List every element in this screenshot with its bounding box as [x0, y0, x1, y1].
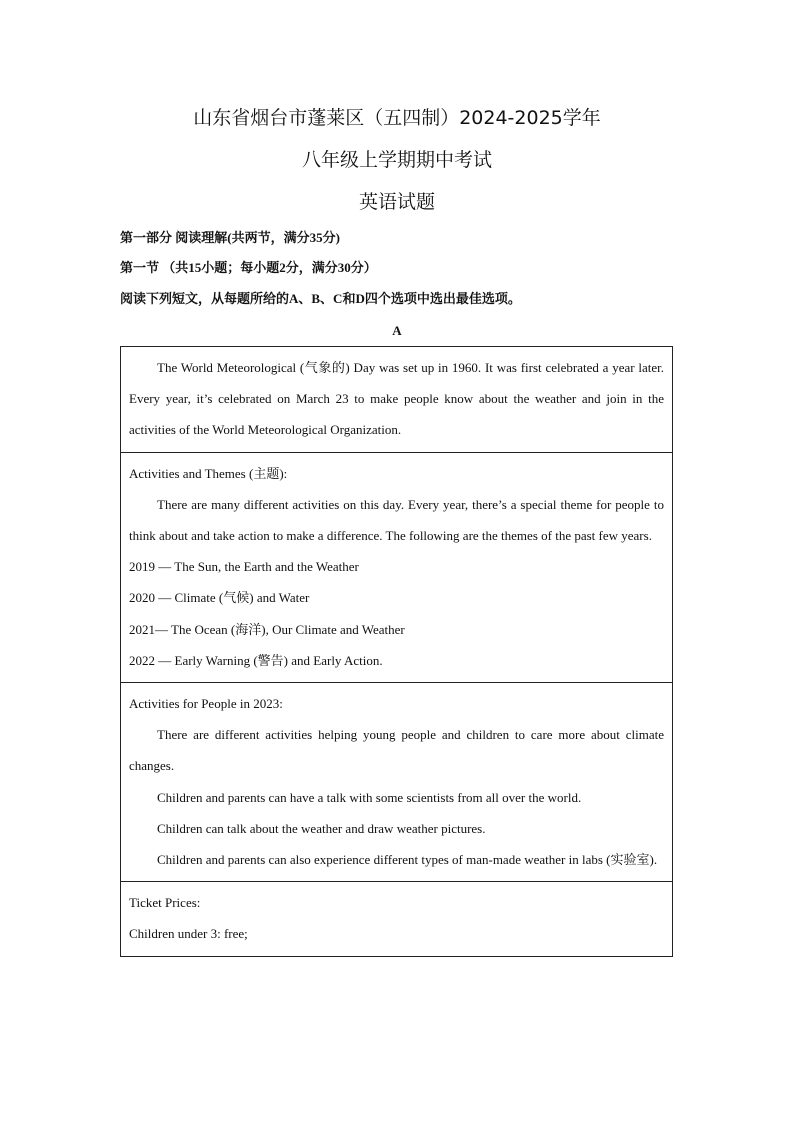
themes-cell — [121, 452, 672, 682]
activity-item: There are different activities helping young people and children to care more about climate changes. — [129, 727, 664, 774]
themes-paragraph: There are many different activities on this day. Every year, there’s a special theme for people to think about and take action to make a difference. The following are the themes of the past few years. — [129, 496, 664, 544]
ticket-item: Children under 3: free; — [129, 926, 248, 942]
tickets-heading: Ticket Prices: — [129, 895, 201, 911]
passage-table — [120, 346, 673, 957]
activity-item: Children can talk about the weather and draw weather pictures. — [157, 820, 486, 836]
tickets-cell — [121, 881, 672, 955]
theme-item: 2019 — The Sun, the Earth and the Weather — [129, 559, 359, 575]
activities-heading: Activities for People in 2023: — [129, 696, 283, 712]
section-heading: 第一节 （共15小题；每小题2分，满分30分） — [120, 260, 377, 275]
theme-item: 2021— The Ocean (海洋), Our Climate and Weather — [129, 621, 405, 637]
theme-item: 2020 — Climate (气候) and Water — [129, 590, 310, 606]
exam-title-line-1: 山东省烟台市蓬莱区（五四制）2024-2025学年 — [193, 107, 601, 129]
intro-cell — [121, 347, 672, 452]
activity-item: Children and parents can also experience different types of man-made weather in labs (实验室). — [157, 852, 658, 868]
exam-title-line-2: 八年级上学期期中考试 — [301, 149, 492, 171]
theme-item: 2022 — Early Warning (警告) and Early Action. — [129, 652, 383, 668]
intro-paragraph: The World Meteorological (气象的) Day was set up in 1960. It was first celebrated a year later. Every year, it’s celebrated on March 23 to make people know about the weather and join in the activities of the World Meteorological Organization. — [129, 360, 664, 438]
activity-item: Children and parents can have a talk with some scientists from all over the world. — [157, 789, 582, 805]
activities-cell — [121, 682, 672, 881]
exam-title-line-3: 英语试题 — [358, 191, 435, 213]
passage-label: A — [392, 323, 402, 338]
part-heading: 第一部分 阅读理解(共两节，满分35分) — [120, 230, 340, 245]
instruction-text: 阅读下列短文，从每题所给的A、B、C和D四个选项中选出最佳选项。 — [120, 291, 521, 306]
themes-heading: Activities and Themes (主题): — [129, 465, 288, 481]
